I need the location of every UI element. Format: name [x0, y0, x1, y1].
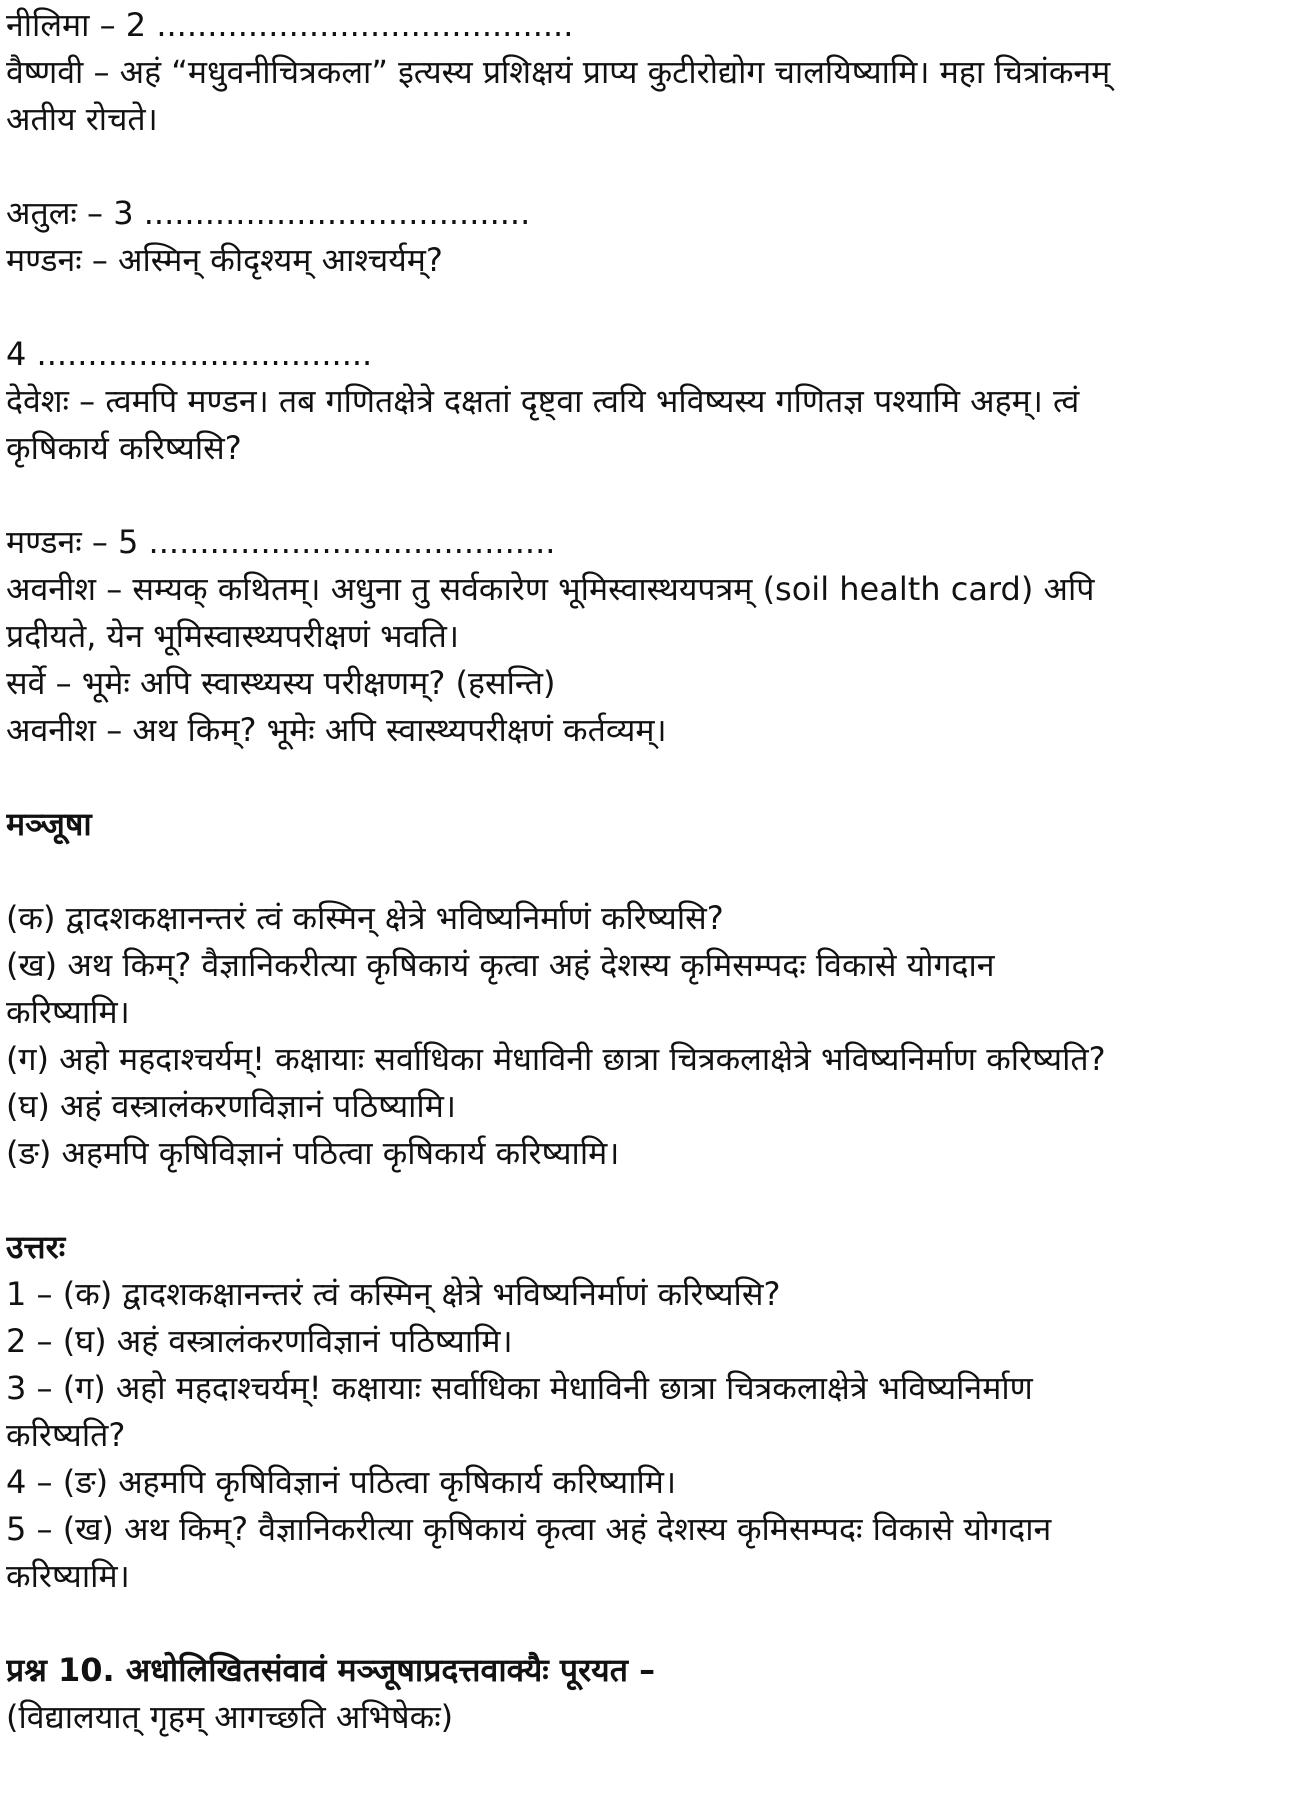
question-10-subline: (विद्यालयात् गृहम् आगच्छति अभिषेकः) [6, 1698, 454, 1736]
answer-item: करिष्यति? [6, 1416, 126, 1454]
question-10-heading: प्रश्न 10. अधोलिखितसंवावं मञ्जूषाप्रदत्तवाक्यैः पूरयत – [6, 1651, 656, 1689]
answers-section [6, 1224, 1277, 1600]
manjusha-item: (ङ) अहमपि कृषिविज्ञानं पठित्वा कृषिकार्य करिष्यामि। [6, 1134, 620, 1172]
answer-item: 5 – (ख) अथ किम्? वैज्ञानिकरीत्या कृषिकायं कृत्वा अहं देशस्य कृमिसम्पदः विकासे योगदान [6, 1510, 1052, 1548]
dialogue-line: कृषिकार्य करिष्यसि? [6, 429, 242, 467]
dialogue-section-mid-1 [6, 190, 1277, 284]
question-10-section [6, 1647, 1277, 1741]
answer-item: 3 – (ग) अहो महदाश्चर्यम्! कक्षायाः सर्वाधिका मेधाविनी छात्रा चित्रकलाक्षेत्रे भविष्यनिर्माण [6, 1369, 1033, 1407]
answer-item: करिष्यामि। [6, 1557, 130, 1595]
spacer [6, 1177, 1277, 1224]
dialogue-line: अवनीश – अथ किम्? भूमेः अपि स्वास्थ्यपरीक्षणं कर्तव्यम्। [6, 711, 667, 749]
dialogue-line: 4 ................................. [6, 335, 373, 373]
dialogue-section-mid-2 [6, 331, 1277, 472]
manjusha-item: (ग) अहो महदाश्चर्यम्! कक्षायाः सर्वाधिका मेधाविनी छात्रा चित्रकलाक्षेत्रे भविष्यनिर्माण करिष्यति? [6, 1040, 1106, 1078]
spacer [6, 848, 1277, 895]
dialogue-section-top [6, 2, 1277, 143]
answer-item: 1 – (क) द्वादशकक्षानन्तरं त्वं कस्मिन् क्षेत्रे भविष्यनिर्माणं करिष्यसि? [6, 1275, 781, 1313]
dialogue-line: देवेशः – त्वमपि मण्डन। तब गणितक्षेत्रे दक्षतां दृष्ट्वा त्वयि भविष्यस्य गणितज्ञ पश्यामि अहम्। त्वं [6, 382, 1080, 420]
answer-item: 2 – (घ) अहं वस्त्रालंकरणविज्ञानं पठिष्यामि। [6, 1322, 513, 1360]
dialogue-line: अवनीश – सम्यक् कथितम्। अधुना तु सर्वकारेण भूमिस्वास्थयपत्रम् (soil health card) अपि [6, 570, 1095, 608]
spacer [6, 1600, 1277, 1647]
dialogue-line: अतीय रोचते। [6, 100, 158, 138]
answer-item: 4 – (ङ) अहमपि कृषिविज्ञानं पठित्वा कृषिकार्य करिष्यामि। [6, 1463, 677, 1501]
dialogue-line: मण्डनः – अस्मिन् कीदृश्यम् आश्चर्यम्? [6, 241, 443, 279]
manjusha-item: करिष्यामि। [6, 993, 130, 1031]
spacer [6, 284, 1277, 331]
manjusha-item: (ख) अथ किम्? वैज्ञानिकरीत्या कृषिकायं कृत्वा अहं देशस्य कृमिसम्पदः विकासे योगदान [6, 946, 995, 984]
manjusha-section [6, 801, 1277, 1177]
dialogue-line: नीलिमा – 2 ......................................... [6, 6, 574, 44]
dialogue-section-end [6, 519, 1277, 754]
manjusha-heading: मञ्जूषा [6, 805, 92, 843]
answers-heading: उत्तरः [6, 1228, 66, 1266]
dialogue-line: अतुलः – 3 ...................................... [6, 194, 531, 232]
spacer [6, 472, 1277, 519]
dialogue-line: प्रदीयते, येन भूमिस्वास्थ्यपरीक्षणं भवति। [6, 617, 460, 655]
manjusha-item: (घ) अहं वस्त्रालंकरणविज्ञानं पठिष्यामि। [6, 1087, 456, 1125]
spacer [6, 754, 1277, 801]
manjusha-item: (क) द्वादशकक्षानन्तरं त्वं कस्मिन् क्षेत्रे भविष्यनिर्माणं करिष्यसि? [6, 899, 724, 937]
dialogue-line: सर्वे – भूमेः अपि स्वास्थ्यस्य परीक्षणम्? (हसन्ति) [6, 664, 556, 702]
dialogue-line: वैष्णवी – अहं “मधुवनीचित्रकला” इत्यस्य प्रशिक्षयं प्राप्य कुटीरोद्योग चालयिष्यामि। महा चित्रांकनम् [6, 53, 1111, 91]
dialogue-line: मण्डनः – 5 ........................................ [6, 523, 556, 561]
spacer [6, 143, 1277, 190]
